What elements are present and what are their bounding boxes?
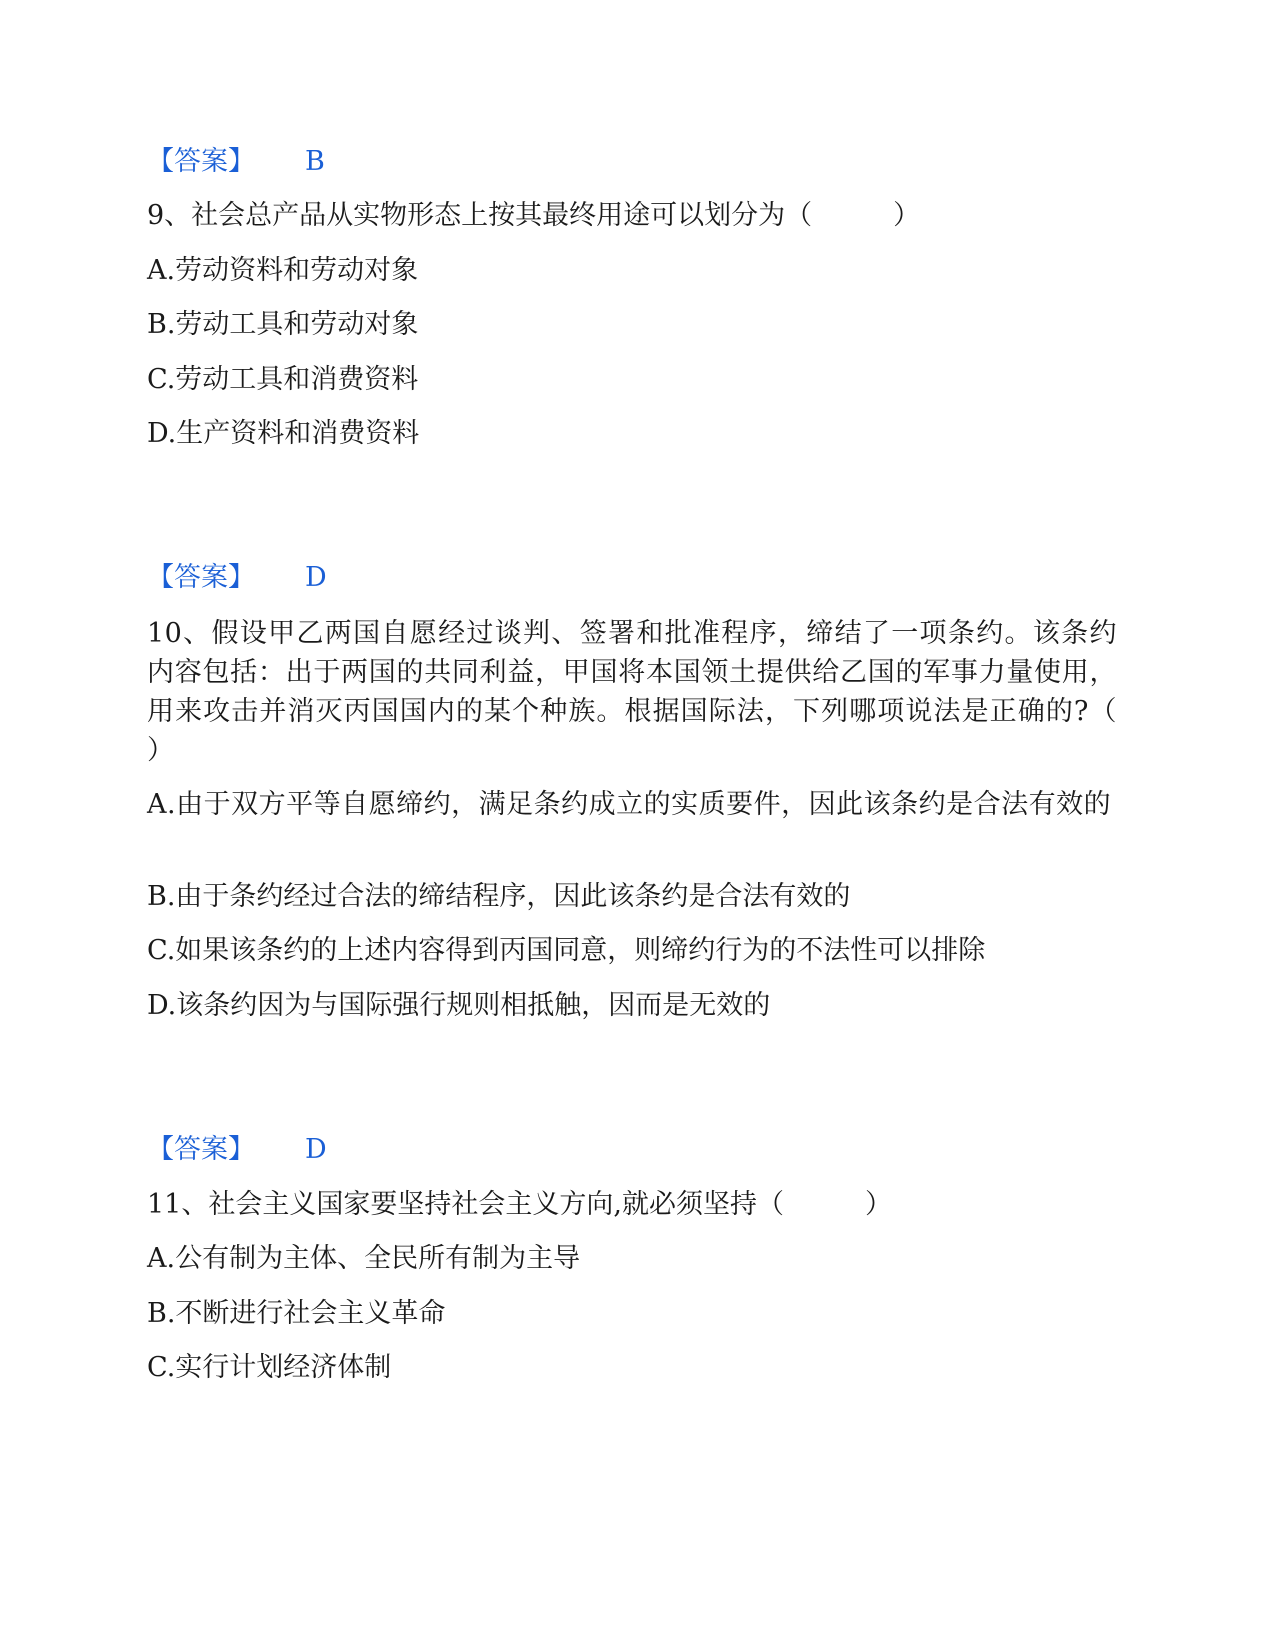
option-c: C.劳动工具和消费资料: [147, 364, 419, 395]
option-d: D.生产资料和消费资料: [147, 418, 420, 449]
option-a: A.由于双方平等自愿缔约，满足条约成立的实质要件，因此该条约是合法有效的: [147, 789, 1112, 820]
option-c: C.如果该条约的上述内容得到丙国同意，则缔约行为的不法性可以排除: [147, 935, 986, 966]
answer-value: D: [305, 562, 327, 593]
question-stem: 11、社会主义国家要坚持社会主义方向,就必须坚持（ ）: [147, 1189, 892, 1220]
answer-label: 【答案】: [147, 146, 255, 177]
option-b: B.劳动工具和劳动对象: [147, 309, 419, 340]
option-d: D.该条约因为与国际强行规则相抵触，因而是无效的: [147, 990, 771, 1021]
answer-label: 【答案】: [147, 1134, 255, 1165]
answer-line: [147, 1130, 327, 1170]
option-b: B.由于条约经过合法的缔结程序，因此该条约是合法有效的: [147, 881, 851, 912]
answer-line: [147, 142, 325, 182]
answer-value: B: [305, 146, 325, 177]
answer-value: D: [305, 1134, 327, 1165]
question-stem: 9、社会总产品从实物形态上按其最终用途可以划分为（ ）: [147, 200, 921, 231]
question-stem: 10、假设甲乙两国自愿经过谈判、签署和批准程序，缔结了一项条约。该条约内容包括：出于两国的共同利益，甲国将本国领土提供给乙国的军事力量使用，用来攻击并消灭丙国国内的某个种族。根据国际法，下列哪项说法是正确的?（ ）: [147, 618, 1117, 766]
option-a: A.劳动资料和劳动对象: [147, 255, 419, 286]
option-c: C.实行计划经济体制: [147, 1352, 392, 1383]
answer-label: 【答案】: [147, 562, 255, 593]
option-a: A.公有制为主体、全民所有制为主导: [147, 1243, 581, 1274]
answer-line: [147, 558, 327, 598]
option-b: B.不断进行社会主义革命: [147, 1298, 446, 1329]
